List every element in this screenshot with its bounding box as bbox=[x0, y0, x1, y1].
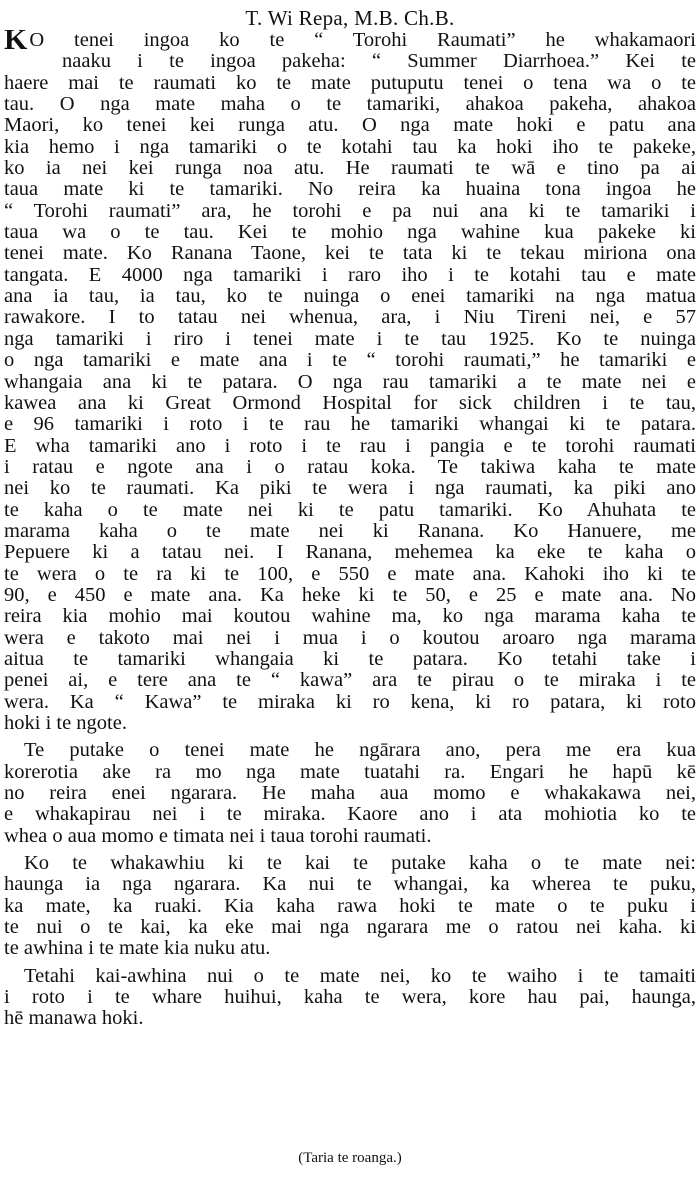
text-line: no reira enei ngarara. He maha aua momo e whakakawa nei, bbox=[4, 783, 696, 805]
text-line: Maori, ko tenei kei runga atu. O nga mate hoki e patu ana bbox=[4, 115, 696, 137]
text-line: E wha tamariki ano i roto i te rau i pangia e te torohi raumati bbox=[4, 435, 696, 457]
text-line: ko ia nei kei runga noa atu. He raumati te wā e tino pa ai bbox=[4, 158, 696, 180]
text-line: tangata. E 4000 nga tamariki i raro iho i te kotahi tau e mate bbox=[4, 264, 696, 286]
text-line: 90, e 450 e mate ana. Ka heke ki te 50, e 25 e mate ana. No bbox=[4, 584, 696, 606]
text-line: e whakapirau nei i te miraka. Kaore ano i ata mohiotia ko te bbox=[4, 804, 696, 826]
text-line: te awhina i te mate kia nuku atu. bbox=[4, 938, 271, 960]
text-line: taua wa o te tau. Kei te mohio nga wahine kua pakeke ki bbox=[4, 222, 696, 244]
text-line: taua mate ki te tamariki. No reira ka huaina tona ingoa he bbox=[4, 179, 696, 201]
text-line: Te putake o tenei mate he ngārara ano, pera me era kua bbox=[24, 740, 696, 762]
text-line: i roto i te whare huihui, kaha te wera, kore hau pai, haunga, bbox=[4, 987, 696, 1009]
text-line: kia hemo i nga tamariki o te kotahi tau ka hoki iho te pakeke, bbox=[4, 136, 696, 158]
text-line: ana ia tau, ia tau, ko te nuinga o enei tamariki na nga matua bbox=[4, 286, 696, 308]
text-line: o nga tamariki e mate ana i te “ torohi raumati,” he tamariki e bbox=[4, 350, 696, 372]
text-line: tau. O nga mate maha o te tamariki, ahakoa pakeha, ahakoa bbox=[4, 94, 696, 116]
text-line: whangaia ana ki te patara. O nga rau tamariki a te mate nei e bbox=[4, 371, 696, 393]
text-line-content: O tenei ingoa ko te “ Torohi Raumati” he whakamaori bbox=[29, 30, 696, 51]
article-body bbox=[4, 30, 696, 1030]
text-line: naaku i te ingoa pakeha: “ Summer Diarrhoea.” Kei te bbox=[62, 51, 696, 73]
text-line: haunga ia nga ngarara. Ka nui te whangai, ka wherea te puku, bbox=[4, 874, 696, 896]
text-line: wera. Ka “ Kawa” te miraka ki ro kena, ki ro patara, ki roto bbox=[4, 691, 696, 713]
text-line: Tetahi kai-awhina nui o te mate nei, ko te waiho i te tamaiti bbox=[24, 965, 696, 987]
text-line: hē manawa hoki. bbox=[4, 1008, 144, 1030]
text-line: te kaha o te mate nei ki te patu tamariki. Ko Ahuhata te bbox=[4, 499, 696, 521]
text-line bbox=[4, 30, 696, 51]
text-line: penei ai, e tere ana te “ kawa” ara te pirau o te miraka i te bbox=[4, 670, 696, 692]
text-line: “ Torohi raumati” ara, he torohi e pa nui ana ki te tamariki i bbox=[4, 200, 696, 222]
text-line: wera e takoto mai nei i mua i o koutou aroaro nga marama bbox=[4, 627, 696, 649]
text-line: Ko te whakawhiu ki te kai te putake kaha o te mate nei: bbox=[24, 853, 696, 875]
text-line: hoki i te ngote. bbox=[4, 713, 127, 734]
text-line: i ratau e ngote ana i o ratau koka. Te takiwa kaha te mate bbox=[4, 456, 696, 478]
text-line: tenei mate. Ko Ranana Taone, kei te tata ki te tekau miriona ona bbox=[4, 243, 696, 265]
text-line: rawakore. I to tatau nei whenua, ara, i Niu Tireni nei, e 57 bbox=[4, 307, 696, 329]
text-line: te wera o te ra ki te 100, e 550 e mate ana. Kahoki iho ki te bbox=[4, 563, 696, 585]
text-line: kawea ana ki Great Ormond Hospital for sick children i te tau, bbox=[4, 392, 696, 414]
text-line: whea o aua momo e timata nei i taua torohi raumati. bbox=[4, 825, 432, 847]
text-line: te nui o te kai, ka eke mai nga ngarara me o ratou nei kaha. ki bbox=[4, 917, 696, 939]
text-line: nei ko te raumati. Ka piki te wera i nga raumati, ka piki ano bbox=[4, 478, 696, 500]
text-line: e 96 tamariki i roto i te rau he tamariki whangai ki te patara. bbox=[4, 414, 696, 436]
text-line: korerotia ake ra mo nga mate tuatahi ra. Engari he hapū kē bbox=[4, 761, 696, 783]
text-line: reira kia mohio mai koutou wahine ma, ko nga marama kaha te bbox=[4, 606, 696, 628]
text-line: nga tamariki i riro i tenei mate i te tau 1925. Ko te nuinga bbox=[4, 328, 696, 350]
text-line: ka mate, ka ruaki. Kia kaha rawa hoki te mate o te puku i bbox=[4, 895, 696, 917]
text-line: Pepuere ki a tatau nei. I Ranana, mehemea ka eke te kaha o bbox=[4, 542, 696, 564]
text-line: haere mai te raumati ko te mate putuputu tenei o tena wa o te bbox=[4, 72, 696, 94]
author-heading: T. Wi Repa, M.B. Ch.B. bbox=[245, 6, 455, 30]
text-line: marama kaha o te mate nei ki Ranana. Ko Hanuere, me bbox=[4, 520, 696, 542]
continued-note: (Taria te roanga.) bbox=[298, 1150, 402, 1166]
text-line: aitua te tamariki whangaia ki te patara. Ko tetahi take i bbox=[4, 648, 696, 670]
drop-cap: K bbox=[4, 30, 28, 52]
